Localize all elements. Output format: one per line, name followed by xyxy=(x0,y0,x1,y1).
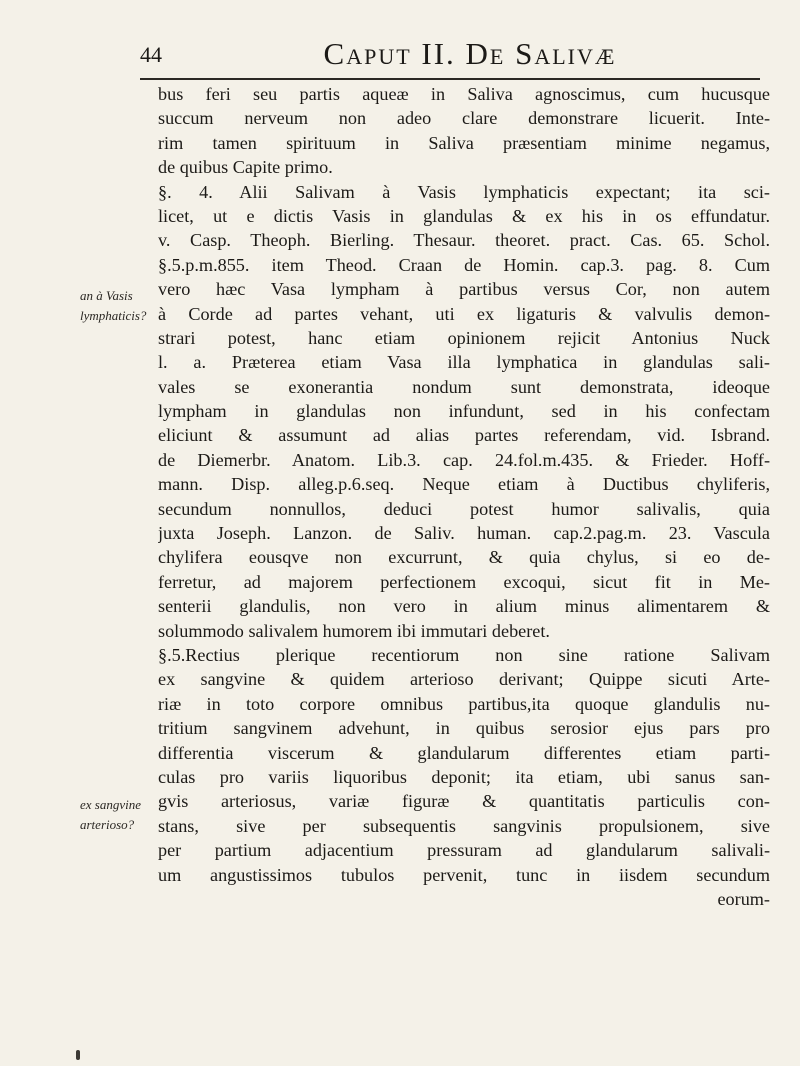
text-line: secundum nonnullos, deduci potest humor salivalis, quia xyxy=(158,498,770,519)
catchword: eorum- xyxy=(717,888,770,909)
text-line: per partium adjacentium pressuram ad glandularum salivali- xyxy=(158,840,770,861)
text-line: stans, sive per subsequentis sangvinis propulsionem, sive xyxy=(158,815,770,836)
text-line: culas pro variis liquoribus deponit; ita etiam, ubi sanus san- xyxy=(158,766,770,787)
text-line: bus feri seu partis aqueæ in Saliva agnoscimus, cum hucusque xyxy=(158,84,770,104)
text-line: licet, ut e dictis Vasis in glandulas & ex his in os effundatur. xyxy=(158,205,770,226)
text-line: succum nerveum non adeo clare demonstrare licuerit. Inte- xyxy=(158,108,770,129)
text-line: §.5.Rectius plerique recentiorum non sine ratione Salivam xyxy=(158,644,770,665)
text-line: vales se exonerantia nondum sunt demonstrata, ideoque xyxy=(158,376,770,397)
text-line: §.5.p.m.855. item Theod. Craan de Homin. cap.3. pag. 8. Cum xyxy=(158,254,770,275)
margin-note-arterial: ex sangvine arterioso? xyxy=(80,797,142,832)
text-line: l. a. Præterea etiam Vasa illa lymphatica in glandulas sali- xyxy=(158,352,770,373)
text-line: rim tamen spirituum in Saliva præsentiam minime negamus, xyxy=(158,132,770,153)
text-line: ex sangvine & quidem arterioso derivant; Quippe sicuti Arte- xyxy=(158,669,770,690)
text-line: eliciunt & assumunt ad alias partes referendam, vid. Isbrand. xyxy=(158,425,770,446)
text-line: de quibus Capite primo. xyxy=(158,157,333,178)
text-line: differentia viscerum & glandularum differentes etiam parti- xyxy=(158,742,770,763)
text-line: vero hæc Vasa lympham à partibus versus Cor, non autem xyxy=(158,279,770,300)
text-line: solummodo salivalem humorem ibi immutari deberet. xyxy=(158,620,550,641)
margin-note-lymphatic: an à Vasis lymphaticis? xyxy=(80,288,147,323)
header-rule xyxy=(140,78,760,80)
text-line: ferretur, ad majorem perfectionem excoqui, sicut fit in Me- xyxy=(158,571,770,592)
text-line: juxta Joseph. Lanzon. de Saliv. human. cap.2.pag.m. 23. Vascula xyxy=(158,523,770,544)
page-number: 44 xyxy=(140,42,162,67)
text-line: lympham in glandulas non infundunt, sed in his confectam xyxy=(158,401,770,422)
text-line: mann. Disp. alleg.p.6.seq. Neque etiam à Ductibus chyliferis, xyxy=(158,474,770,495)
page-edge-mark xyxy=(76,1050,80,1060)
text-line: riæ in toto corpore omnibus partibus,ita quoque glandulis nu- xyxy=(158,693,770,714)
text-line: tritium sangvinem advehunt, in quibus serosior ejus pars pro xyxy=(158,718,770,739)
text-line: gvis arteriosus, variæ figuræ & quantitatis particulis con- xyxy=(158,791,770,812)
text-line: de Diemerbr. Anatom. Lib.3. cap. 24.fol.m.435. & Frieder. Hoff- xyxy=(158,449,770,470)
text-line: um angustissimos tubulos pervenit, tunc in iisdem secundum xyxy=(158,864,770,885)
body-text xyxy=(158,82,770,911)
text-line: strari potest, hanc etiam opinionem rejicit Antonius Nuck xyxy=(158,327,770,348)
text-line: à Corde ad partes vehant, uti ex ligaturis & valvulis demon- xyxy=(158,303,770,324)
running-head: Caput II. De Salivæ xyxy=(323,36,617,71)
text-line: chylifera eousqve non excurrunt, & quia chylus, si eo de- xyxy=(158,547,770,568)
text-line: v. Casp. Theoph. Bierling. Thesaur. theoret. pract. Cas. 65. Schol. xyxy=(158,230,770,251)
page-header xyxy=(140,36,760,76)
text-line: senterii glandulis, non vero in alium minus alimentarem & xyxy=(158,596,770,617)
text-line: §. 4. Alii Salivam à Vasis lymphaticis expectant; ita sci- xyxy=(158,181,770,202)
